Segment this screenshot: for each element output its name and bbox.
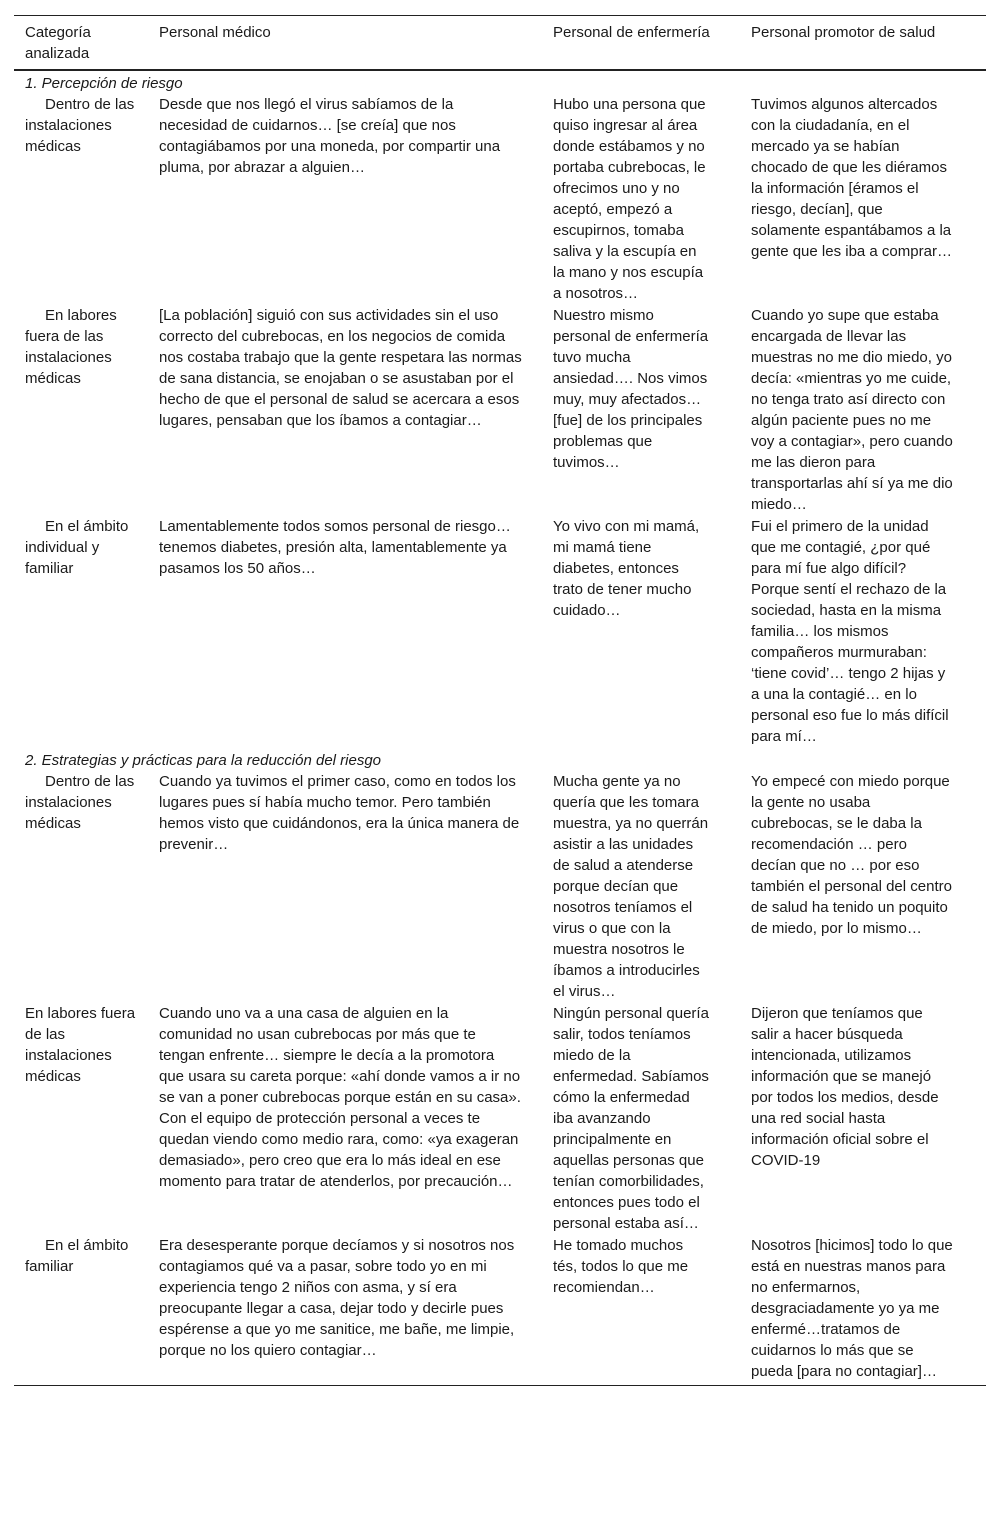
section-header-row [14,70,986,94]
enfermeria-cell: Yo vivo con mi mamá, mi mamá tiene diabetes, entonces trato de tener mucho cuidado… [553,518,700,619]
category-label: Dentro de las instalaciones médicas [25,773,135,832]
category-cell [14,305,148,516]
table-row [14,771,986,1003]
table-row [14,305,986,516]
category-label: En el ámbito familiar [25,1237,129,1275]
section-title: 2. Estrategias y prácticas para la reducción del riesgo [25,752,382,769]
header-promotor: Personal promotor de salud [751,24,936,41]
table-row [14,1235,986,1386]
category-label: Dentro de las instalaciones médicas [25,96,135,155]
promotor-cell: Cuando yo supe que estaba encargada de llevar las muestras no me dio miedo, yo decía: «mientras yo me cuide, no tenga trato así directo con algún paciente pues no me voy a contagiar», pero cuando me las dieron para transportarlas ahí sí ya me dio miedo… [751,307,953,513]
header-category: Categoría analizada [25,24,91,62]
medico-cell: Cuando ya tuvimos el primer caso, como en todos los lugares pues sí había mucho temor. Pero también hemos visto que cuidándonos, era la única manera de prevenir… [159,773,520,853]
table-header-row [14,16,986,71]
promotor-cell: Fui el primero de la unidad que me contagié, ¿por qué para mí fue algo difícil? Porque sentí el rechazo de la sociedad, hasta en la misma familia… los mismos compañeros murmuraban: ‘tiene covid’… tengo 2 hijas y a una la contagié… en lo personal eso fue lo más difícil para mí… [751,518,949,745]
section-title: 1. Percepción de riesgo [25,75,183,92]
enfermeria-cell: Nuestro mismo personal de enfermería tuvo mucha ansiedad…. Nos vimos muy, muy afectados… [fue] de los principales problemas que tuvimos… [553,307,709,471]
enfermeria-cell: He tomado muchos tés, todos lo que me recomiendan… [553,1237,689,1296]
enfermeria-cell: Mucha gente ya no quería que les tomara muestra, ya no querrán asistir a las unidades de salud a atenderse porque decían que nosotros teníamos el virus o que con la muestra nosotros le íbamos a introducirles el virus… [553,773,709,1000]
medico-cell: Cuando uno va a una casa de alguien en la comunidad no usan cubrebocas por más que te tengan enfrente… siempre le decía a la promotora que usara su careta porque: «ahí donde vamos a ir no se van a poner cubrebocas porque están en su casa». Con el equipo de protección personal a veces te quedan viendo como medio rara, como: «ya exageran demasiado», pero creo que era lo más ideal en ese momento para tratar de atenderlos, por precaución… [159,1005,521,1190]
table-row [14,1003,986,1235]
promotor-cell: Dijeron que teníamos que salir a hacer búsqueda intencionada, utilizamos información que se manejó por todos los medios, desde una red social hasta información oficial sobre el COVID-19 [751,1005,939,1169]
category-label: En labores fuera de las instalaciones médicas [25,307,117,387]
category-cell [14,516,148,748]
enfermeria-cell: Hubo una persona que quiso ingresar al área donde estábamos y no portaba cubrebocas, le ofrecimos uno y no aceptó, empezó a escupirnos, tomaba saliva y la escupía en la mano y nos escupía a nosotros… [553,96,706,302]
section-header-row [14,748,986,771]
enfermeria-cell: Ningún personal quería salir, todos teníamos miedo de la enfermedad. Sabíamos cómo la enfermedad iba avanzando principalmente en aquellas personas que tenían comorbilidades, entonces pues todo el personal estaba así… [553,1005,709,1232]
medico-cell: Lamentablemente todos somos personal de riesgo… tenemos diabetes, presión alta, lamentablemente ya pasamos los 50 años… [159,518,511,577]
promotor-cell: Yo empecé con miedo porque la gente no usaba cubrebocas, se le daba la recomendación … pero decían que no … por eso también el personal del centro de salud ha tenido un poquito de miedo, por lo mismo… [751,773,952,937]
document-table-container [14,15,986,1386]
category-cell [14,1235,148,1386]
medico-cell: [La población] siguió con sus actividades sin el uso correcto del cubrebocas, en los negocios de comida nos costaba trabajo que la gente respetara las normas de sana distancia, se enojaban o se asustaban por el hecho de que el personal de salud se acercara a esos lugares, pensaban que los íbamos a contagiar… [159,307,522,429]
table-row [14,516,986,748]
promotor-cell: Nosotros [hicimos] todo lo que está en nuestras manos para no enfermarnos, desgraciadamente yo ya me enfermé…tratamos de cuidarnos lo más que se pueda [para no contagiar]… [751,1237,953,1380]
category-cell [14,94,148,305]
table-row [14,94,986,305]
medico-cell: Era desesperante porque decíamos y si nosotros nos contagiamos qué va a pasar, sobre todo yo en mi experiencia tengo 2 niños con asma, y sí era preocupante llegar a casa, dejar todo y decirle pues espérense a que yo me sanitice, me bañe, me limpie, porque no los quiero contagiar… [159,1237,515,1359]
category-cell [14,771,148,1003]
header-enfermeria: Personal de enfermería [553,24,710,41]
medico-cell: Desde que nos llegó el virus sabíamos de la necesidad de cuidarnos… [se creía] que nos contagiábamos por una moneda, por compartir una pluma, por abrazar a alguien… [159,96,501,176]
data-table [14,15,986,1386]
header-medico: Personal médico [159,24,271,41]
promotor-cell: Tuvimos algunos altercados con la ciudadanía, en el mercado ya se habían chocado de que les diéramos la información [éramos el riesgo, decían], que solamente espantábamos a la gente que les iba a comprar… [751,96,952,260]
category-label: En el ámbito individual y familiar [25,518,129,577]
category-label: En labores fuera de las instalaciones médicas [25,1005,136,1085]
category-cell [14,1003,148,1235]
